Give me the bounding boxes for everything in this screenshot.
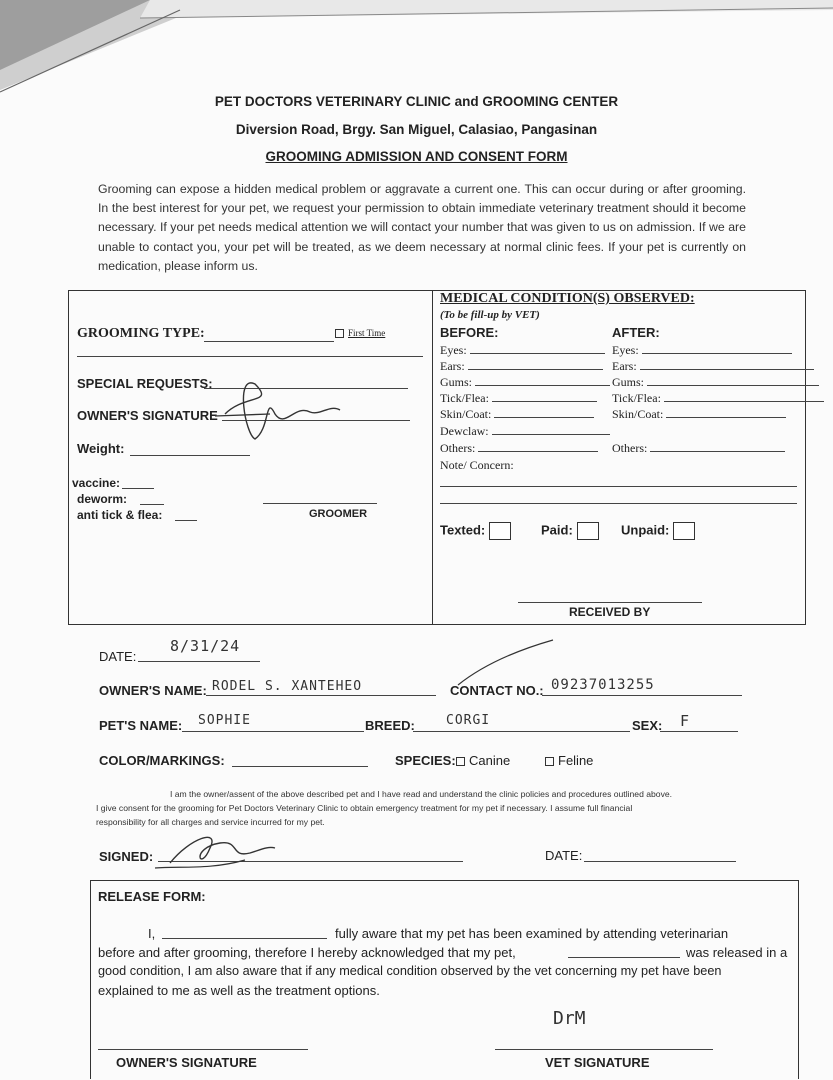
after-field-label: Others: [612,441,648,455]
after-label: AFTER: [612,325,660,340]
before-field-label: Eyes: [440,343,467,357]
clinic-address: Diversion Road, Brgy. San Miguel, Calasiao, Pangasinan [235,122,598,137]
weight-label: Weight: [77,441,125,456]
color-label: COLOR/MARKINGS: [99,753,225,768]
special-requests-label: SPECIAL REQUESTS: [77,376,213,391]
owner-name-field[interactable] [206,695,436,696]
texted-field[interactable] [440,522,511,540]
paid-checkbox[interactable] [577,522,599,540]
deworm-label: deworm: [77,492,128,506]
before-field-label: Ears: [440,359,465,373]
canine-checkbox[interactable] [456,757,465,766]
consent-line-3: responsibility for all charges and service incurred for my pet. [96,817,325,827]
groomer-label: GROOMER [309,508,368,520]
before-field-label: Dewclaw: [440,424,489,438]
release-text-2b: was released in a [686,945,788,960]
clinic-name: PET DOCTORS VETERINARY CLINIC and GROOMING CENTER [214,94,619,109]
release-vet-signature-line[interactable] [495,1049,713,1050]
before-field-line[interactable] [492,423,610,435]
release-i-label: I, [148,926,156,941]
unpaid-label: Unpaid: [621,522,670,538]
owner-signature-label: OWNER'S SIGNATURE [77,408,218,423]
consent-date-label: DATE: [545,848,583,863]
consent-date-field[interactable] [584,861,736,862]
paid-label: Paid: [541,522,573,538]
first-time-label: First Time [348,328,386,338]
anti-tick-label: anti tick & flea: [77,508,163,522]
before-field-row[interactable] [440,423,610,439]
before-field-label: Skin/Coat: [440,407,492,421]
release-owner-signature-line[interactable] [98,1049,308,1050]
sex-value: F [680,712,691,730]
grooming-type-field[interactable] [204,341,334,342]
feline-label: Feline [558,753,594,768]
before-field-row[interactable] [440,374,610,390]
received-by-label: RECEIVED BY [569,605,651,619]
weight-field[interactable] [130,455,250,456]
pet-name-field[interactable] [182,731,364,732]
before-field-label: Tick/Flea: [440,391,489,405]
before-field-row[interactable] [440,406,594,422]
first-time-box[interactable] [335,329,344,338]
release-pet-name-field[interactable] [568,957,680,958]
before-field-line[interactable] [478,440,598,452]
after-field-label: Ears: [612,359,637,373]
consent-line-2: I give consent for the grooming for Pet Doctors Veterinary Clinic to obtain emergency treatment for my pet if necessary. I assume full financial [96,803,633,813]
breed-label: BREED: [365,718,415,733]
medical-title: MEDICAL CONDITION(S) OBSERVED: [440,291,695,306]
vaccine-field[interactable] [122,488,154,489]
vet-initials: DrM [553,1008,586,1029]
breed-value: CORGI [446,713,491,728]
anti-tick-field[interactable] [175,520,197,521]
color-field[interactable] [232,766,368,767]
before-field-line[interactable] [468,358,603,370]
before-field-line[interactable] [494,406,594,418]
pet-name-value: SOPHIE [198,713,251,728]
owner-signature-scribble [215,374,345,444]
release-owner-signature-label: OWNER'S SIGNATURE [116,1055,257,1070]
before-field-line[interactable] [475,374,610,386]
after-field-line[interactable] [647,374,819,386]
received-by-line[interactable] [518,602,702,603]
after-field-label: Eyes: [612,343,639,357]
after-field-row[interactable] [612,440,785,456]
first-time-checkbox[interactable] [335,328,385,338]
box-divider [432,290,433,624]
species-label: SPECIES: [395,753,456,768]
form-title: GROOMING ADMISSION AND CONSENT FORM [265,149,568,164]
after-field-line[interactable] [650,440,785,452]
after-field-label: Tick/Flea: [612,391,661,405]
release-vet-signature-label: VET SIGNATURE [545,1055,650,1070]
note-line-1[interactable] [440,486,797,487]
sex-label: SEX: [632,718,663,733]
signed-label: SIGNED: [99,849,154,864]
date-field[interactable] [138,661,260,662]
before-field-line[interactable] [492,390,597,402]
after-field-row[interactable] [612,374,819,390]
deworm-field[interactable] [140,504,164,505]
unpaid-checkbox[interactable] [673,522,695,540]
date-label: DATE: [99,649,137,664]
breed-field[interactable] [413,731,630,732]
medical-subtitle: (To be fill-up by VET) [440,309,540,321]
paid-field[interactable] [541,522,599,540]
grooming-type-extra-line[interactable] [77,356,423,357]
consent-signature-scribble [150,818,280,878]
after-field-label: Gums: [612,375,645,389]
contact-pen-mark [448,635,558,695]
grooming-type-label: GROOMING TYPE: [77,326,205,341]
after-field-label: Skin/Coat: [612,407,664,421]
after-field-row[interactable] [612,342,792,358]
vaccine-label: vaccine: [72,476,121,490]
canine-option[interactable] [456,753,510,768]
owner-name-value: RODEL S. XANTEHEO [212,679,363,694]
unpaid-field[interactable] [621,522,695,540]
intro-paragraph: Grooming can expose a hidden medical problem or aggravate a current one. This can occur during or after grooming. In the best interest for your pet, we request your permission to obtain immediate veterinary treatment should it become necessary. If your pet needs medical attention we will contact your number that was given to us on admission. If we are unable to contact you, your pet will be treated, as we deem necessary at normal clinic fees. If your pet is currently on medication, please inform us. [98,182,746,273]
release-owner-name-field[interactable] [162,938,327,939]
after-field-line[interactable] [642,342,792,354]
owner-name-label: OWNER'S NAME: [99,683,207,698]
before-field-row[interactable] [440,390,597,406]
before-field-row[interactable] [440,440,598,456]
after-field-line[interactable] [640,358,814,370]
after-field-line[interactable] [664,390,824,402]
before-field-row[interactable] [440,342,605,358]
before-field-line[interactable] [470,342,605,354]
date-value: 8/31/24 [170,637,241,655]
pet-name-label: PET'S NAME: [99,718,183,733]
release-text-2a: before and after grooming, therefore I hereby acknowledged that my pet, [98,945,516,960]
after-field-row[interactable] [612,358,814,374]
before-field-row[interactable] [440,358,603,374]
sex-field[interactable] [660,731,738,732]
note-line-2[interactable] [440,503,797,504]
note-label: Note/ Concern: [440,458,514,472]
before-field-label: Others: [440,441,476,455]
texted-checkbox[interactable] [489,522,511,540]
release-text-3: good condition, I am also aware that if any medical condition observed by the vet concerning my pet have been [98,964,722,978]
contact-label: CONTACT NO.: [450,683,544,698]
contact-field[interactable] [542,695,742,696]
before-label: BEFORE: [440,325,499,340]
after-field-line[interactable] [666,406,786,418]
release-title: RELEASE FORM: [98,889,206,904]
consent-line-1: I am the owner/assent of the above described pet and I have read and understand the clinic policies and procedures outlined above. [169,789,673,799]
before-field-label: Gums: [440,375,473,389]
feline-option[interactable] [545,753,593,768]
texted-label: Texted: [440,522,486,538]
contact-value: 09237013255 [551,677,655,693]
groomer-signature-line[interactable] [263,503,377,504]
canine-label: Canine [469,753,511,768]
release-text-1: fully aware that my pet has been examined by attending veterinarian [335,926,729,941]
release-text-4: explained to me as well as the treatment options. [98,983,380,998]
after-field-row[interactable] [612,390,824,406]
feline-checkbox[interactable] [545,757,554,766]
after-field-row[interactable] [612,406,786,422]
